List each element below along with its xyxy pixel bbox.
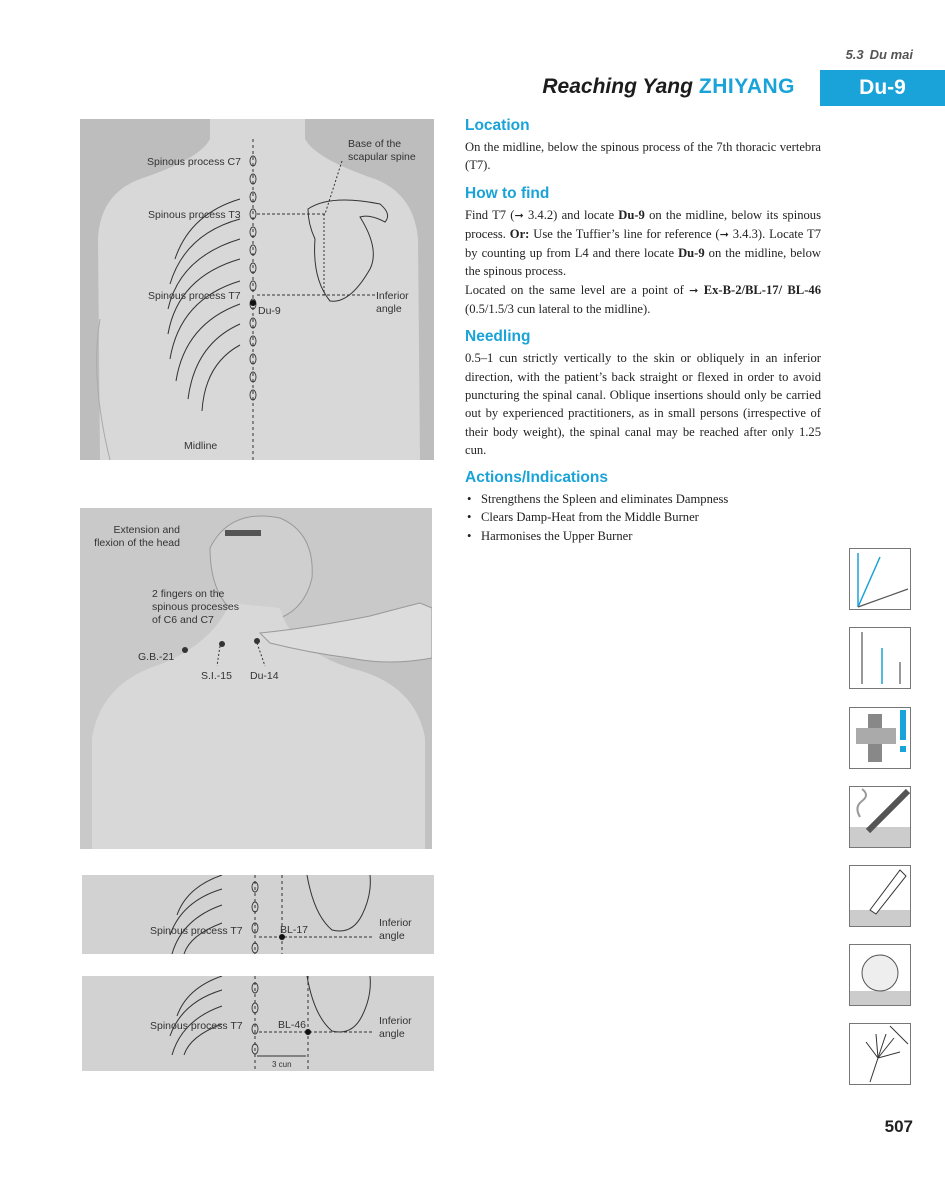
label-base-2: scapular spine [348, 151, 416, 163]
needling-heading: Needling [465, 328, 531, 346]
label-fingers-3: of C6 and C7 [152, 614, 214, 626]
how-to-find-text [465, 206, 821, 281]
label-du14: Du-14 [250, 670, 279, 682]
location-text: On the midline, below the spinous process of the 7th thoracic vertebra (T7). [465, 140, 821, 173]
label-base-1: Base of the [348, 138, 402, 150]
label-bl46: BL-46 [278, 1019, 307, 1031]
figure-head-flexion [80, 508, 432, 849]
spinal-caution-icon [849, 707, 911, 769]
how-to-find-section [465, 185, 821, 319]
needling-section [465, 328, 821, 459]
htf-text-e: 3.4.3). Locate T7 by counting up from L4 and there locate [465, 226, 822, 261]
label-angle-bl46: angle [379, 1028, 405, 1040]
hand-skeleton-icon [849, 1023, 911, 1085]
label-inferior-bl17: Inferior [379, 917, 412, 929]
page-number: 507 [884, 1117, 913, 1136]
label-midline: Midline [184, 440, 218, 452]
label-t7: Spinous process T7 [148, 290, 241, 302]
figure-back-landmarks [80, 119, 434, 460]
htf-text-f: on the midline, below the spinous process. [465, 246, 821, 279]
label-t7-bl17: Spinous process T7 [150, 925, 243, 937]
label-ext-1: Extension and [113, 524, 180, 536]
point-code-badge: Du-9 [820, 70, 945, 106]
htf-text-b: 3.4.2) and locate [523, 207, 619, 222]
point-english-name: Reaching Yang [542, 75, 693, 98]
label-fingers-2: spinous processes [152, 601, 239, 613]
needle-angle-icon [849, 548, 911, 610]
list-item: • Clears Damp-Heat from the Middle Burner [465, 508, 821, 526]
label-fingers-1: 2 fingers on the [152, 588, 225, 600]
label-bl17: BL-17 [280, 924, 309, 936]
gb21-point-marker [182, 647, 188, 653]
htf-text-g: Located on the same level are a point of [465, 282, 690, 297]
label-si15: S.I.-15 [201, 670, 232, 682]
htf-point-ref-2: Du-9 [678, 246, 705, 261]
label-ext-2: flexion of the head [94, 537, 180, 549]
how-to-find-heading: How to find [465, 184, 550, 202]
cupping-icon [849, 944, 911, 1006]
location-heading: Location [465, 117, 530, 134]
back-illustration [80, 119, 434, 460]
htf-text-h: (0.5/1.5/3 cun lateral to the midline). [465, 302, 651, 317]
htf-text-d: Use the Tuffier’s line for reference ( [529, 226, 720, 241]
section-name: Du mai [869, 47, 913, 62]
location-section [465, 117, 821, 175]
section-reference [840, 47, 913, 62]
htf-related-points: Ex-B-2/BL-17/ BL-46 [703, 282, 821, 297]
how-to-find-text-2 [465, 281, 821, 319]
figure-bl17 [82, 875, 434, 954]
label-inferior: Inferior [376, 290, 409, 302]
point-pinyin-name: ZHIYANG [698, 75, 795, 98]
label-3cun: 3 cun [272, 1060, 292, 1069]
bl17-illustration [82, 875, 434, 954]
label-t7-bl46: Spinous process T7 [150, 1020, 243, 1032]
arrow-icon: ➞ [689, 283, 699, 297]
htf-point-ref: Du-9 [618, 207, 645, 222]
list-item: • Strengthens the Spleen and eliminates Dampness [465, 490, 821, 508]
text-column [465, 117, 821, 555]
label-du9: Du-9 [258, 305, 281, 317]
section-number: 5.3 [845, 47, 864, 62]
actions-list [465, 490, 821, 545]
label-angle: angle [376, 303, 402, 315]
htf-or: Or: [509, 226, 530, 241]
actions-section [465, 469, 821, 545]
htf-text-c: on the midline, below its spinous process. [465, 207, 821, 241]
du9-point-marker [250, 300, 256, 306]
arrow-icon: ➞ [719, 227, 729, 241]
label-angle-bl17: angle [379, 930, 405, 942]
figure-bl46 [82, 976, 434, 1071]
actions-heading: Actions/Indications [465, 469, 608, 487]
needle-insertion-icon [849, 865, 911, 927]
label-gb21: G.B.-21 [138, 651, 175, 663]
moxa-stick-icon [849, 786, 911, 848]
htf-text-a: Find T7 ( [465, 207, 515, 222]
label-t3: Spinous process T3 [148, 209, 241, 221]
title-row [0, 70, 945, 108]
list-item: • Harmonises the Upper Burner [465, 527, 821, 545]
neck-illustration [80, 508, 432, 849]
needle-depth-icon [849, 627, 911, 689]
arrow-icon: ➞ [514, 208, 524, 222]
label-inferior-bl46: Inferior [379, 1015, 412, 1027]
label-c7: Spinous process C7 [147, 156, 241, 168]
page-title [542, 75, 795, 99]
needling-text: 0.5–1 cun strictly vertically to the skin or obliquely in an inferior direction, with the patient’s back straight or flexed in order to avoid puncturing the spinal canal. Oblique insertions should only be carried out by experienced practitioners, as in small persons (irrespective of their body weight), the spinal canal may be reached after only 1.25 cun. [465, 351, 821, 457]
bl46-illustration [82, 976, 434, 1071]
